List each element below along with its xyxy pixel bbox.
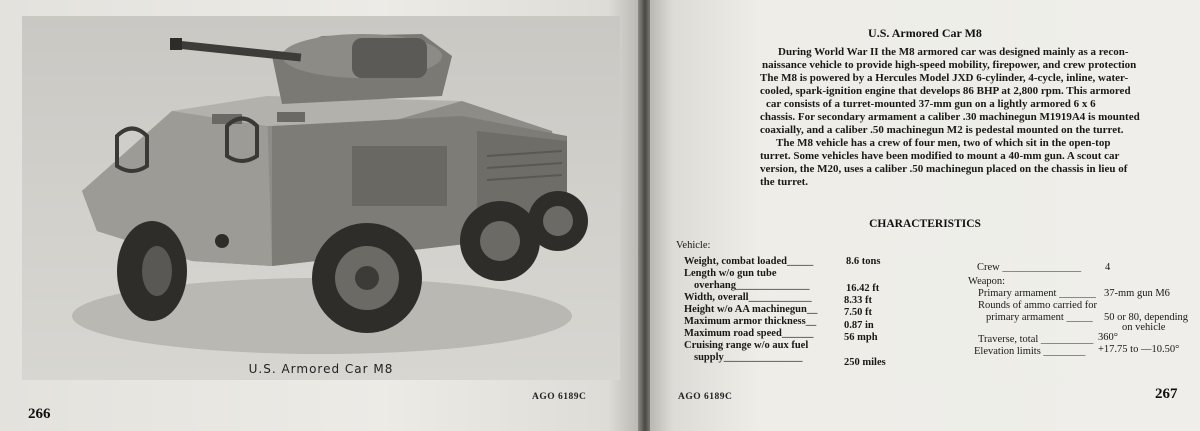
spec-leader: ______________ <box>736 280 810 291</box>
paragraph-line: turret. Some vehicles have been modified to mount a 40-mm gun. A scout car <box>760 150 1120 162</box>
spec-leader: _____ <box>786 256 814 267</box>
page-title: U.S. Armored Car M8 <box>868 26 982 40</box>
spec-label: Cruising range w/o aux fuel <box>684 340 809 351</box>
spec-label: Width, overall <box>684 292 749 303</box>
characteristics-heading: CHARACTERISTICS <box>869 218 981 230</box>
paragraph-line: chassis. For secondary armament a caliber .30 machinegun M1919A4 is mounted <box>760 111 1140 123</box>
spec-leader: ______ <box>781 328 814 339</box>
spec-value: 37-mm gun M6 <box>1104 288 1170 299</box>
spec-label: Elevation limits <box>974 346 1041 357</box>
ago-code-right: AGO 6189C <box>678 392 733 402</box>
spec-value: 16.42 ft <box>846 283 880 294</box>
spec-row <box>978 288 1096 300</box>
paragraph-line: cooled, spark-ignition engine that develops 86 BHP at 2,800 rpm. This armored <box>760 85 1131 97</box>
spec-label: Maximum armor thickness <box>684 316 806 327</box>
paragraph-line: car consists of a turret-mounted 37-mm gun on a lightly armored 6 x 6 <box>766 98 1096 110</box>
spec-row <box>974 346 1085 358</box>
spec-leader: __ <box>806 304 818 315</box>
front-wheel <box>312 223 422 333</box>
spec-label: Height w/o AA machinegun <box>684 304 807 315</box>
spec-label: Maximum road speed <box>684 328 782 339</box>
spec-label: supply <box>694 352 724 363</box>
spec-row <box>978 334 1093 346</box>
spec-leader: __________ <box>1040 334 1094 345</box>
spec-row <box>694 352 803 364</box>
spec-label: Crew <box>977 262 1000 273</box>
spec-value: on vehicle <box>1122 322 1166 333</box>
spec-label: Primary armament <box>978 288 1057 299</box>
spec-row <box>684 256 813 268</box>
paragraph-line: naissance vehicle to provide high-speed mobility, firepower, and crew protection <box>762 59 1137 71</box>
ago-code-left: AGO 6189C <box>532 392 587 402</box>
spec-label: Weight, combat loaded <box>684 256 787 267</box>
spec-value: 7.50 ft <box>844 307 872 318</box>
spec-row <box>684 340 808 352</box>
paragraph-line: During World War II the M8 armored car was designed mainly as a recon- <box>778 46 1129 58</box>
spec-leader: __ <box>805 316 817 327</box>
spec-value: +17.75 to —10.50° <box>1098 344 1180 355</box>
right-page <box>650 0 1200 431</box>
rear-wheel <box>528 191 588 251</box>
spec-leader: _____ <box>1066 312 1093 323</box>
spec-row <box>684 316 816 328</box>
page-number-left: 266 <box>28 406 51 422</box>
left-front-wheel <box>117 221 187 321</box>
spec-row <box>684 292 812 304</box>
page-number-right: 267 <box>1155 386 1178 402</box>
spec-leader: ____________ <box>748 292 812 303</box>
spec-value: 4 <box>1105 262 1111 273</box>
spec-row <box>978 300 1097 312</box>
spec-value: 0.87 in <box>844 320 874 331</box>
paragraph-line: The M8 is powered by a Hercules Model JXD 6-cylinder, 4-cycle, inline, water- <box>760 72 1129 84</box>
spec-row <box>684 328 813 340</box>
spec-label: Length w/o gun tube <box>684 268 777 279</box>
middle-wheel <box>460 201 540 281</box>
spec-row <box>694 280 810 292</box>
spec-label: Rounds of ammo carried for <box>978 300 1097 311</box>
spec-label: Traverse, total <box>978 334 1039 345</box>
vehicle-heading: Vehicle: <box>676 240 711 251</box>
spec-leader: _______ <box>1059 288 1096 299</box>
spec-row <box>986 312 1093 324</box>
spec-label: primary armament <box>986 312 1064 323</box>
armored-car-illustration <box>22 16 620 380</box>
spec-value: 50 or 80, depending <box>1104 312 1188 323</box>
spec-value: 56 mph <box>844 332 878 343</box>
paragraph-line: coaxially, and a caliber .50 machinegun M2 is pedestal mounted on the turret. <box>760 124 1124 136</box>
spec-value: 250 miles <box>844 357 886 368</box>
spec-leader: _______________ <box>1002 262 1082 273</box>
spec-row <box>684 268 776 280</box>
paragraph-line: version, the M20, uses a caliber .50 machinegun placed on the chassis in lieu of <box>760 163 1128 175</box>
spec-value: 8.33 ft <box>844 295 872 306</box>
spec-row <box>977 262 1081 274</box>
spec-row <box>684 304 817 316</box>
spec-value: 360° <box>1098 332 1118 343</box>
weapon-heading: Weapon: <box>968 276 1006 287</box>
spec-value: 8.6 tons <box>846 256 881 267</box>
paragraph-line: The M8 vehicle has a crew of four men, two of which sit in the open-top <box>776 137 1111 149</box>
spec-leader: _______________ <box>723 352 803 363</box>
spec-leader: ________ <box>1043 346 1086 357</box>
armored-car-photo <box>22 16 620 380</box>
paragraph-line: the turret. <box>760 176 809 188</box>
photo-caption: U.S. Armored Car M8 <box>248 362 394 376</box>
spec-label: overhang <box>694 280 736 291</box>
